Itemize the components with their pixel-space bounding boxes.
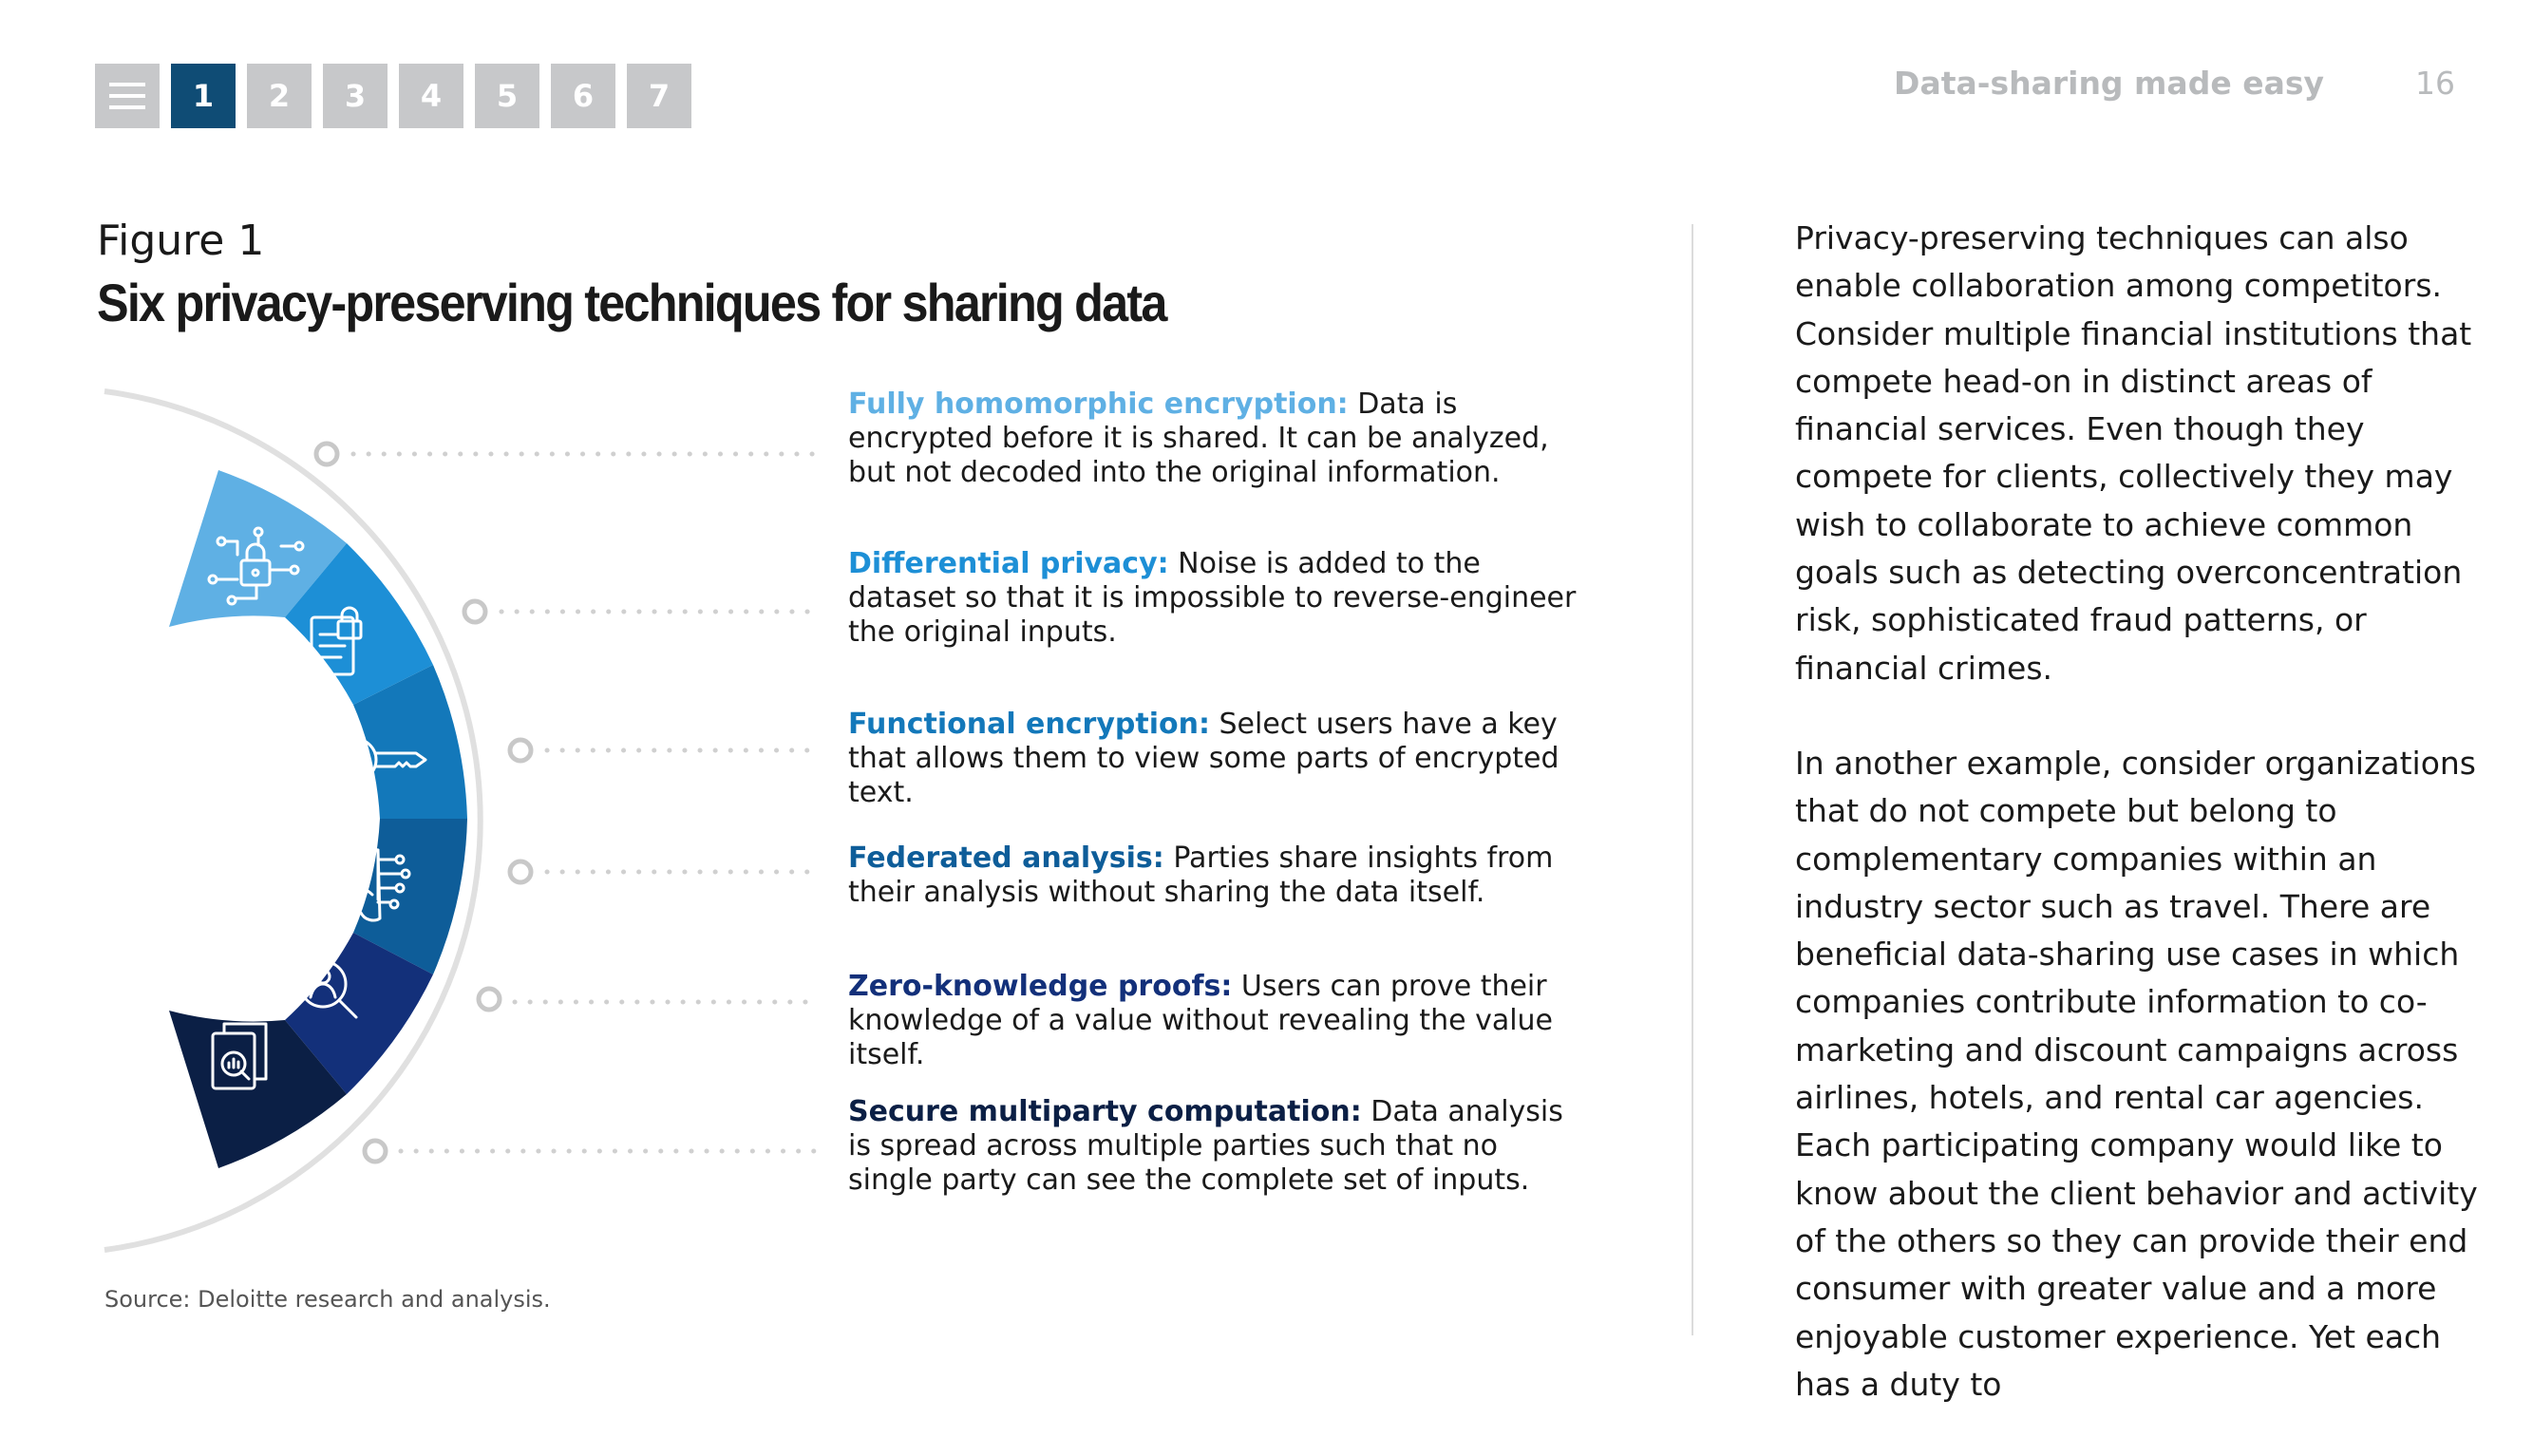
marker-4 — [510, 861, 531, 882]
nav-page-5[interactable]: 5 — [475, 64, 539, 128]
technique-text: Data is encrypted before it is shared. It can be analyzed, but not decoded into the original information. — [848, 388, 1549, 489]
marker-6 — [365, 1141, 386, 1162]
nav-page-4[interactable]: 4 — [399, 64, 463, 128]
technique-text: Data analysis is spread across multiple parties such that no single party can see the complete set of inputs. — [848, 1095, 1563, 1197]
nav-page-3[interactable]: 3 — [323, 64, 388, 128]
marker-2 — [464, 601, 485, 622]
body-paragraph: Privacy-preserving techniques can also enable collaboration among competitors. Consider multiple financial institutions that compete head-on in distinct areas of financial services. Even though they compete for clients, collectively they may wish to collaborate to achieve common goals such as detecting overconcentration risk, sophisticated fraud patterns, or financial crimes. — [1795, 219, 2472, 687]
figure-title: Six privacy-preserving techniques for sharing data — [97, 273, 1166, 332]
technique-text: Noise is added to the dataset so that it is impossible to reverse-engineer the original inputs. — [848, 547, 1577, 649]
technique-text: Parties share insights from their analysis without sharing the data itself. — [848, 841, 1554, 909]
technique-term: Secure multiparty computation: — [848, 1095, 1362, 1128]
technique-term: Differential privacy: — [848, 547, 1169, 580]
report-title: Data-sharing made easy — [1894, 65, 2324, 102]
technique-term: Functional encryption: — [848, 708, 1210, 741]
techniques-diagram — [0, 0, 855, 1330]
technique-6 — [848, 1095, 1589, 1198]
marker-5 — [479, 989, 500, 1010]
nav-page-2[interactable]: 2 — [247, 64, 312, 128]
figure-label: Figure 1 — [97, 217, 265, 265]
technique-3 — [848, 708, 1589, 810]
technique-text: Users can prove their knowledge of a value without revealing the value itself. — [848, 970, 1554, 1071]
nav-page-7[interactable]: 7 — [627, 64, 691, 128]
technique-4 — [848, 841, 1589, 910]
technique-term: Zero-knowledge proofs: — [848, 970, 1233, 1003]
nav-page-6[interactable]: 6 — [551, 64, 615, 128]
body-paragraph: In another example, consider organizations that do not compete but belong to complementary companies within an industry sector such as travel. There are beneficial data-sharing use cases in which companies contribute information to co-marketing and discount campaigns across airlines, hotels, and rental car agencies. Each participating company would like to know about the client behavior and activity of the others so they can provide their end consumer with greater value and a more enjoyable customer experience. Yet each has a duty to — [1795, 744, 2478, 1403]
technique-term: Federated analysis: — [848, 841, 1164, 875]
marker-1 — [316, 444, 337, 464]
page-number: 16 — [2415, 65, 2455, 102]
technique-2 — [848, 547, 1589, 650]
technique-1 — [848, 388, 1589, 490]
marker-3 — [510, 740, 531, 761]
figure-source: Source: Deloitte research and analysis. — [104, 1286, 551, 1313]
technique-term: Fully homomorphic encryption: — [848, 388, 1349, 421]
technique-5 — [848, 970, 1589, 1072]
nav-page-1[interactable]: 1 — [171, 64, 236, 128]
technique-text: Select users have a key that allows them to view some parts of encrypted text. — [848, 708, 1559, 809]
column-divider — [1692, 224, 1693, 1335]
body-text — [1795, 215, 2479, 1456]
